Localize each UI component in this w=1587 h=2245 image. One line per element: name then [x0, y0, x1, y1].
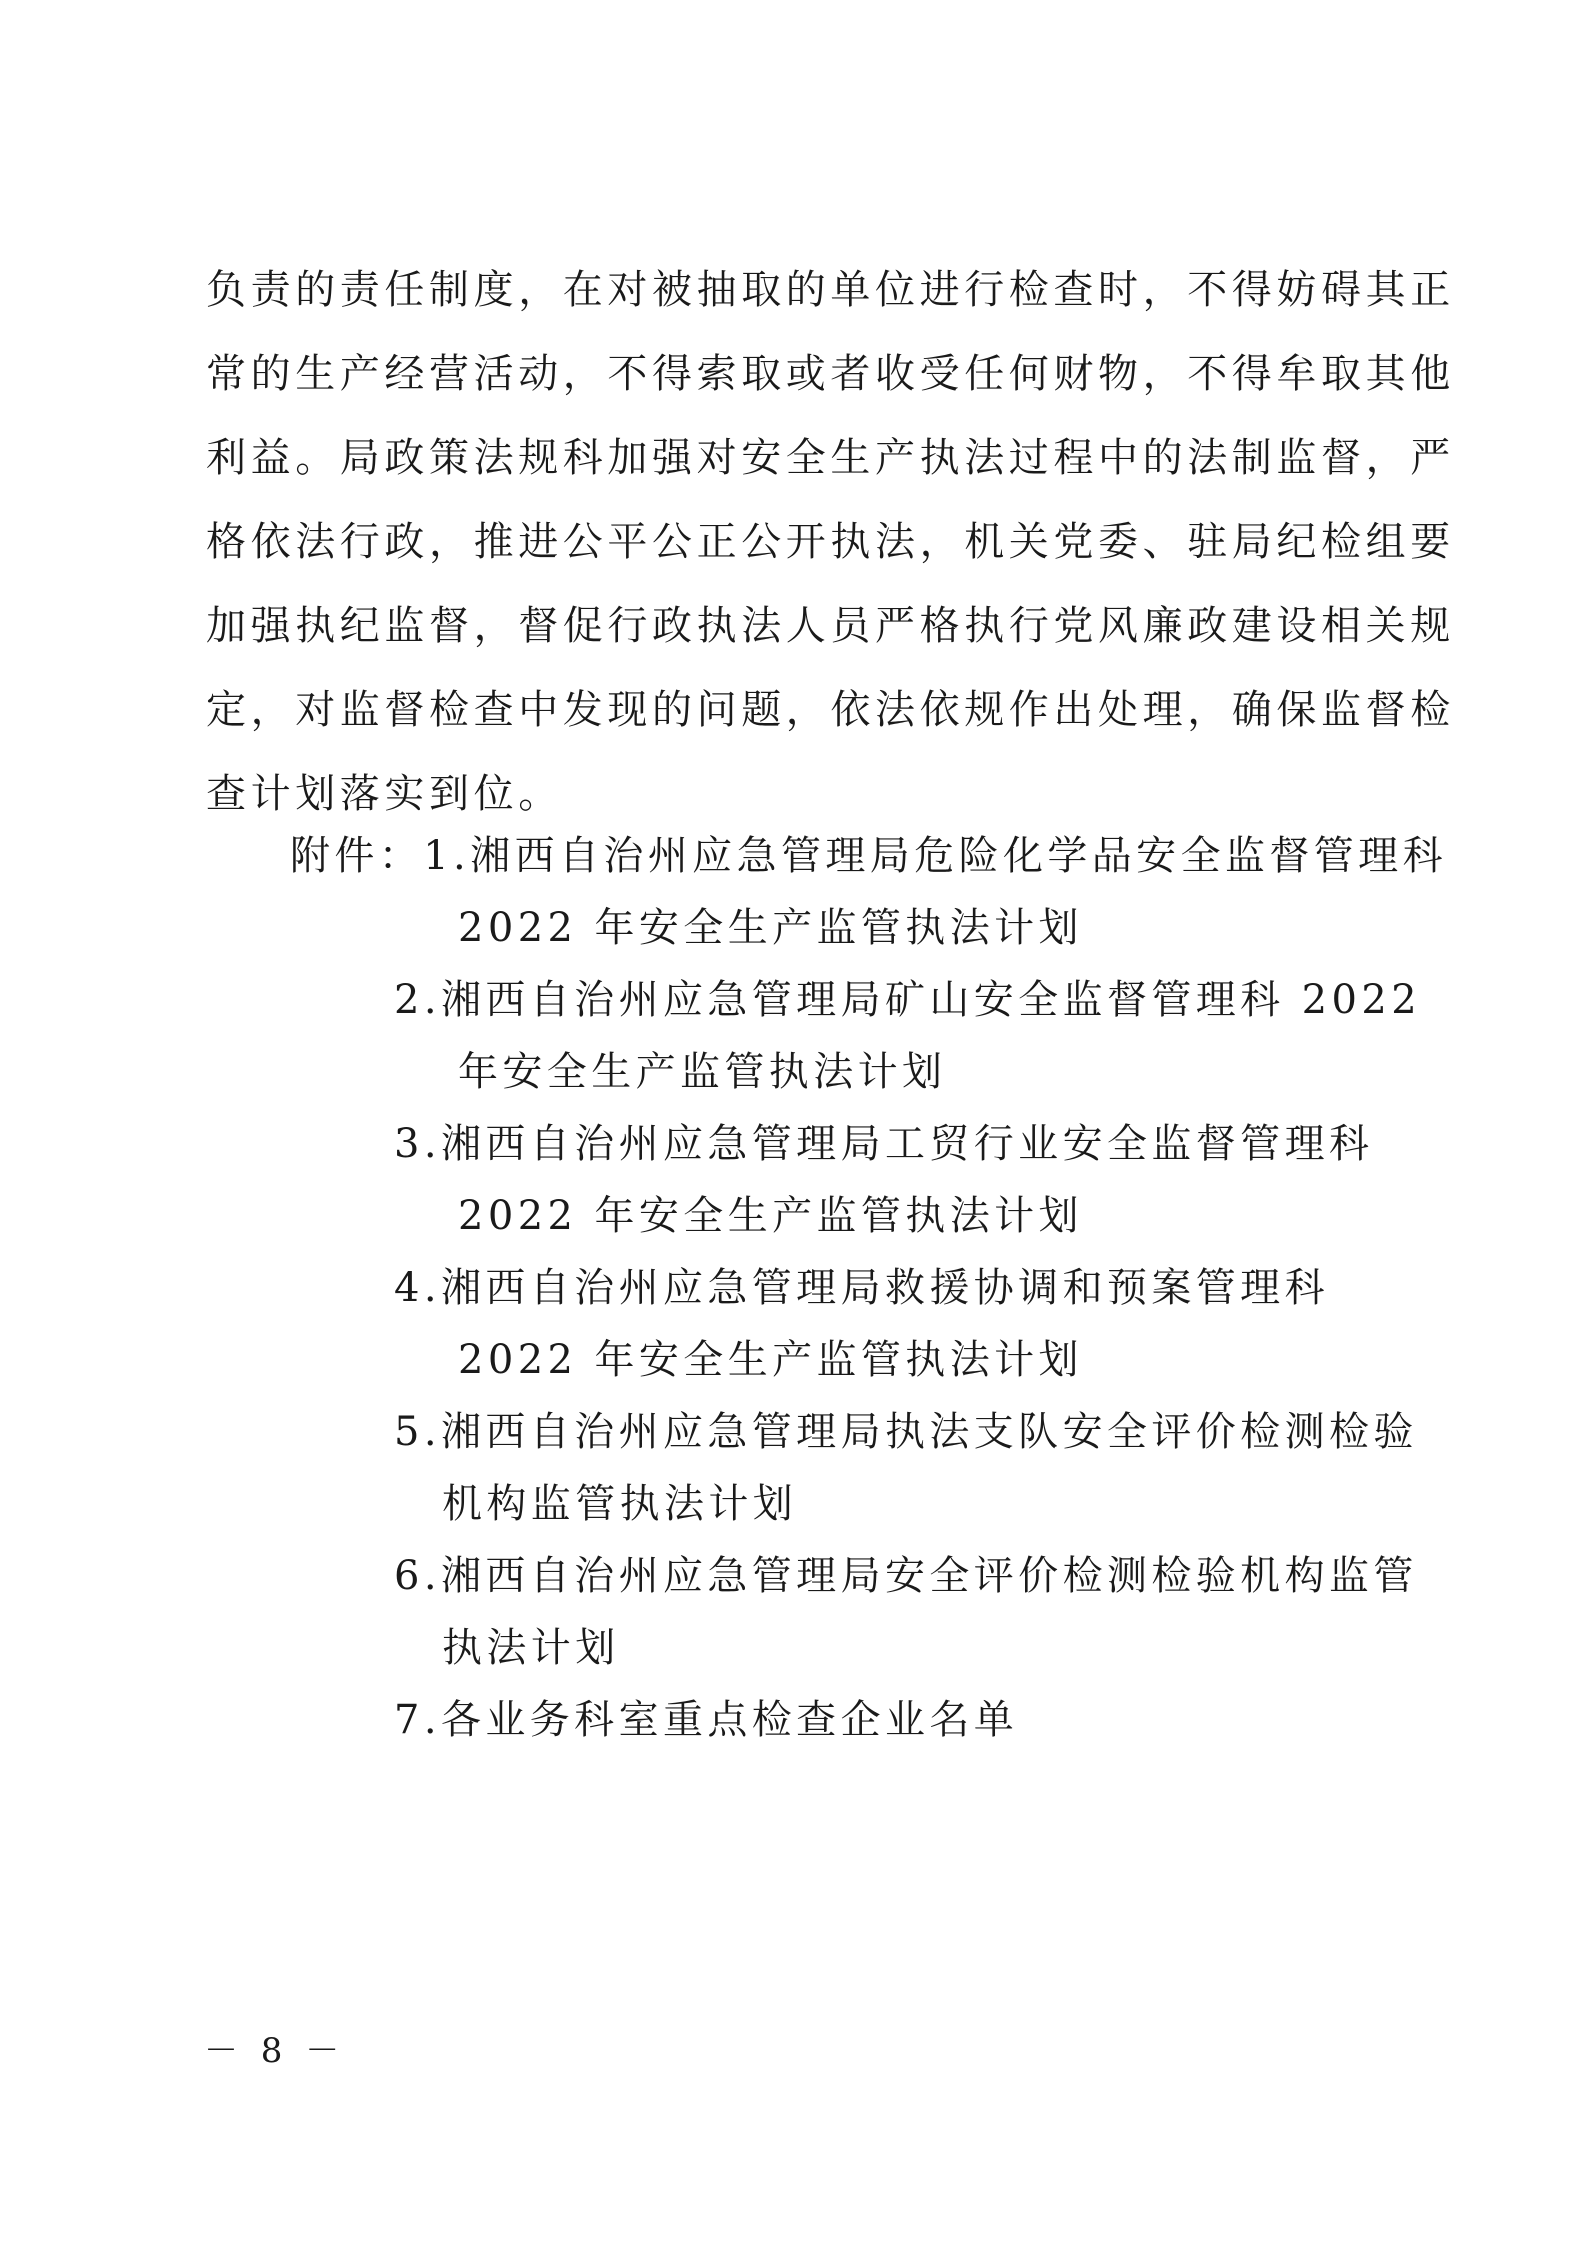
attachment-item-line: 5.湘西自治州应急管理局执法支队安全评价检测检验: [394, 1409, 1418, 1455]
attachments-list: [290, 820, 1447, 1756]
attachment-continuation-line: 机构监管执法计划: [442, 1481, 798, 1527]
attachment-item-line: 4.湘西自治州应急管理局救援协调和预案管理科: [394, 1265, 1329, 1311]
paragraph-line: 利益。局政策法规科加强对安全生产执法过程中的法制监督，严: [206, 435, 1455, 481]
paragraph-line: 定，对监督检查中发现的问题，依法依规作出处理，确保监督检: [206, 687, 1455, 733]
attachment-item-line: 2.湘西自治州应急管理局矿山安全监督管理科 2022: [394, 977, 1422, 1023]
attachment-item-line: 7.各业务科室重点检查企业名单: [394, 1697, 1019, 1743]
paragraph-line: 常的生产经营活动，不得索取或者收受任何财物，不得牟取其他: [206, 351, 1455, 397]
attachment-item-line: 6.湘西自治州应急管理局安全评价检测检验机构监管: [394, 1553, 1418, 1599]
attachment-continuation-line: 2022 年安全生产监管执法计划: [458, 905, 1083, 951]
attachment-heading-line: 附件：1.湘西自治州应急管理局危险化学品安全监督管理科: [290, 833, 1447, 879]
paragraph-line: 加强执纪监督，督促行政执法人员严格执行党风廉政建设相关规: [206, 603, 1455, 649]
page-number: － 8 －: [204, 2031, 346, 2071]
paragraph-line: 负责的责任制度，在对被抽取的单位进行检查时，不得妨碍其正: [206, 267, 1455, 313]
attachment-continuation-line: 执法计划: [442, 1625, 620, 1671]
attachment-continuation-line: 年安全生产监管执法计划: [458, 1049, 947, 1095]
attachment-item-line: 3.湘西自治州应急管理局工贸行业安全监督管理科: [394, 1121, 1374, 1167]
attachment-continuation-line: 2022 年安全生产监管执法计划: [458, 1337, 1083, 1383]
body-paragraph: [206, 248, 1455, 836]
paragraph-line: 查计划落实到位。: [206, 771, 563, 817]
paragraph-line: 格依法行政，推进公平公正公开执法，机关党委、驻局纪检组要: [206, 519, 1455, 565]
attachment-continuation-line: 2022 年安全生产监管执法计划: [458, 1193, 1083, 1239]
